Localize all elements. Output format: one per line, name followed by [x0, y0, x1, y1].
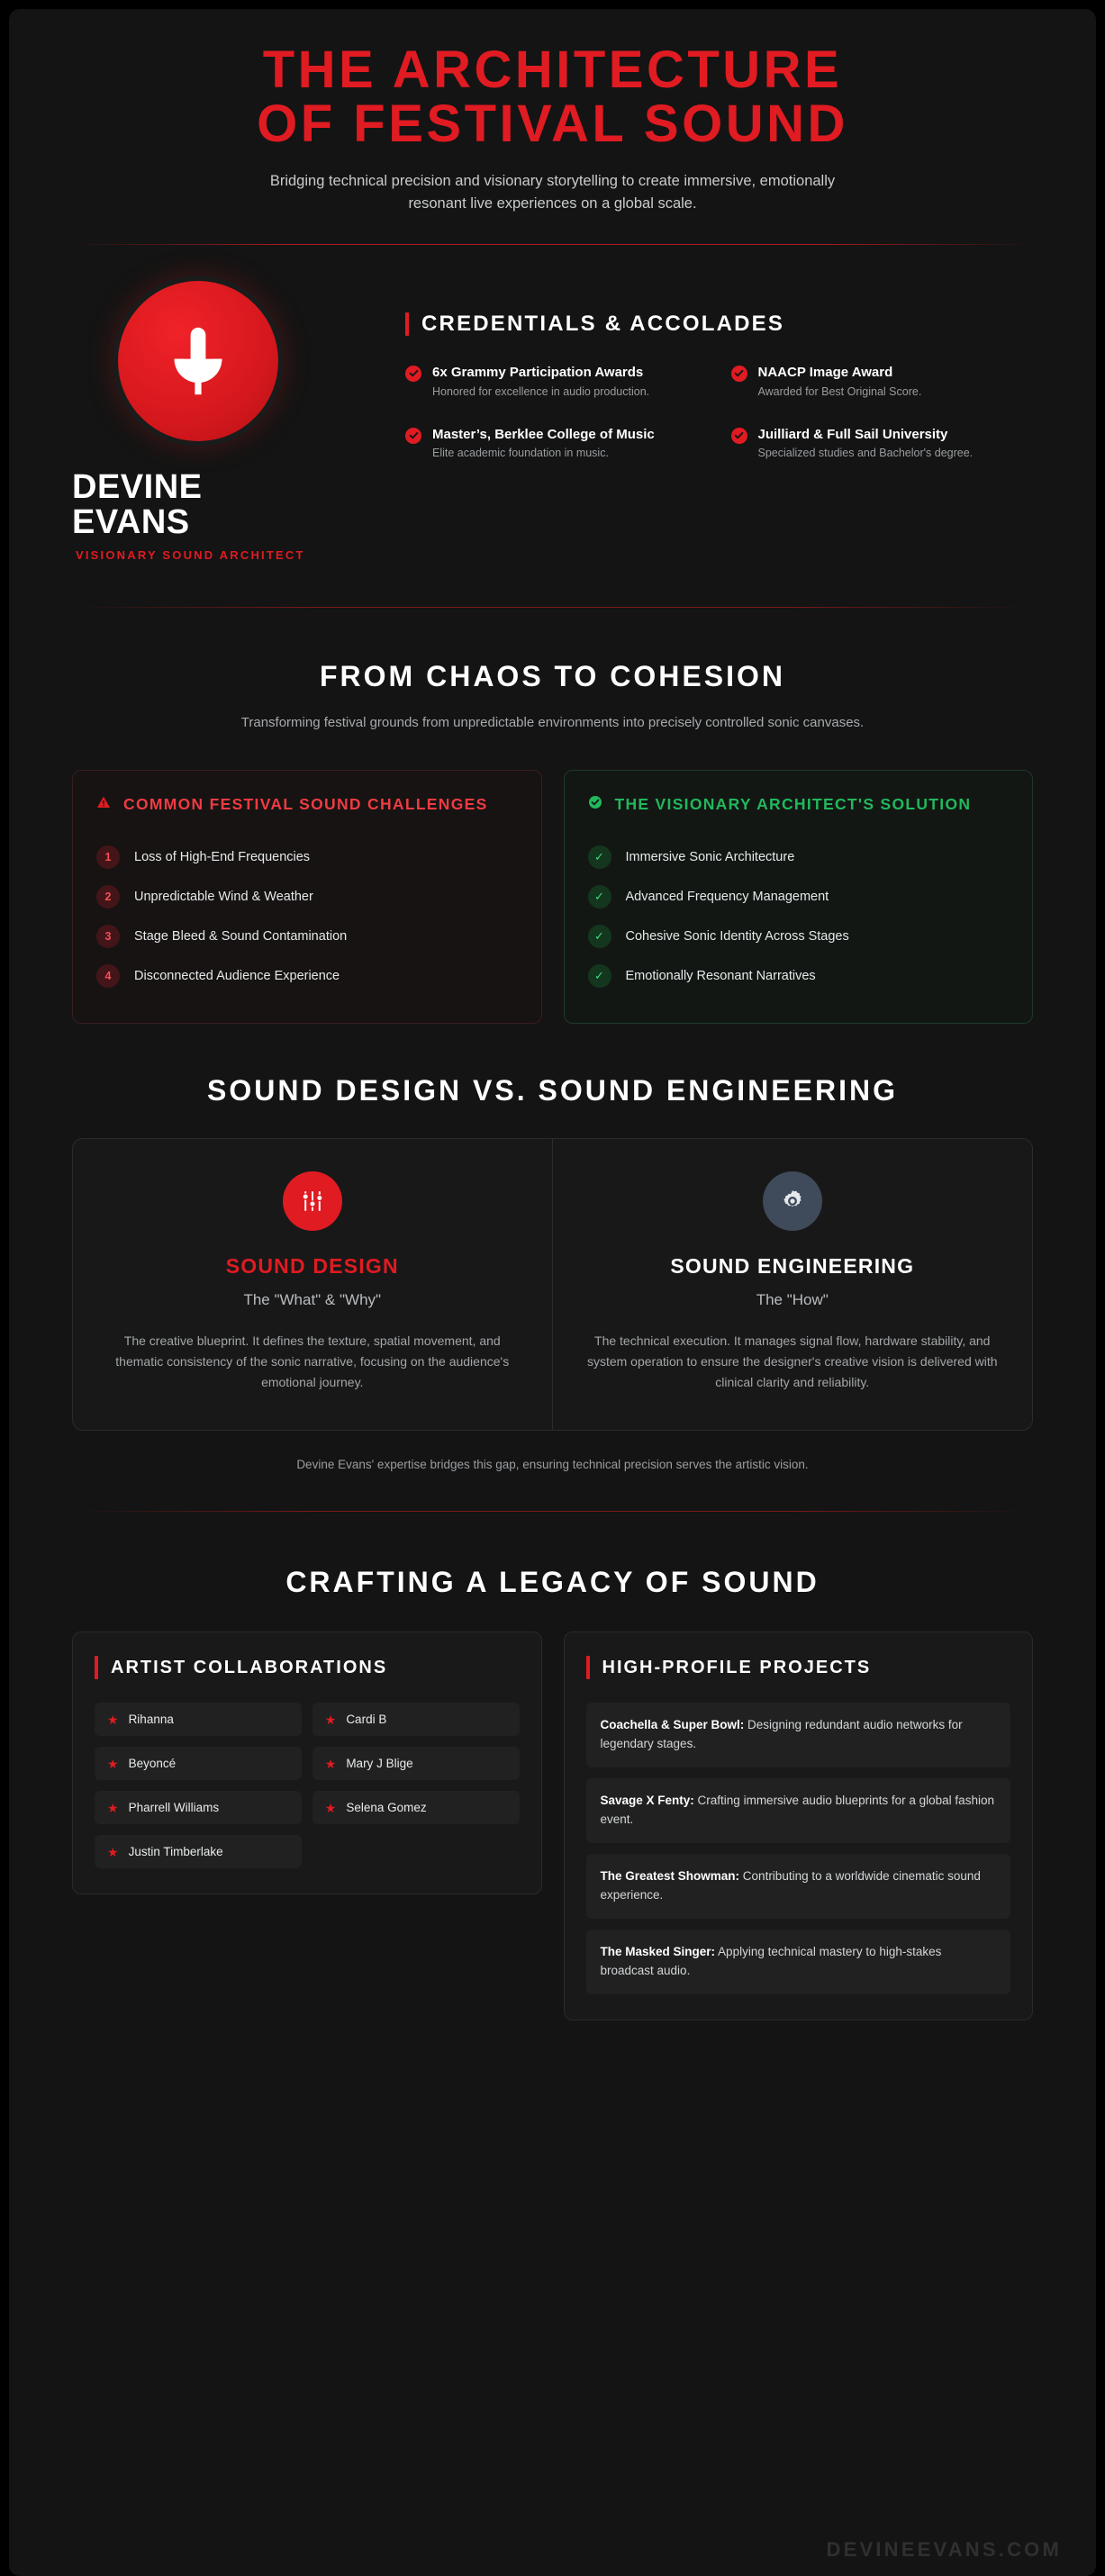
- solution-item: [588, 837, 1010, 877]
- credential-body: [432, 426, 708, 463]
- check-icon: ✓: [588, 925, 611, 948]
- profile-name-line-1: DEVINE: [72, 467, 203, 506]
- challenge-item: [96, 956, 518, 996]
- solution-card: [564, 770, 1034, 1024]
- watermark: DEVINEEVANS.COM: [826, 2538, 1062, 2561]
- microphone-icon: [163, 323, 233, 399]
- check-icon: ✓: [588, 845, 611, 869]
- sound-design-title: SOUND DESIGN: [225, 1254, 399, 1279]
- chaos-section: [9, 608, 1096, 1024]
- sound-design-column: [73, 1139, 553, 1430]
- challenge-label: Stage Bleed & Sound Contamination: [134, 929, 348, 945]
- artist-name: Pharrell Williams: [128, 1801, 220, 1815]
- profile-identity: [72, 281, 369, 563]
- challenge-item: [96, 877, 518, 917]
- chaos-cards: [72, 770, 1033, 1024]
- solution-label: Advanced Frequency Management: [625, 890, 829, 905]
- project-desc: Applying technical mastery to high-stakes broadcast audio.: [600, 1944, 942, 1977]
- check-icon: ✓: [588, 964, 611, 988]
- solution-item: [588, 956, 1010, 996]
- artist-grid: [95, 1703, 520, 1868]
- star-icon: ★: [107, 1756, 119, 1771]
- credential-desc: Honored for excellence in audio production.: [432, 384, 650, 398]
- project-text: [601, 1716, 997, 1754]
- credential-name: NAACP Image Award: [757, 364, 893, 380]
- check-circle-icon: [405, 428, 421, 444]
- title-line-1: THE ARCHITECTURE: [262, 41, 843, 99]
- challenges-card: [72, 770, 542, 1024]
- compare-section: [9, 1024, 1096, 1471]
- artist-chip[interactable]: [312, 1747, 520, 1780]
- credential-name: Juilliard & Full Sail University: [757, 426, 948, 442]
- star-icon: ★: [324, 1756, 337, 1771]
- credential-item: [405, 364, 708, 401]
- avatar-wrap: [72, 281, 324, 441]
- sound-design-desc: The creative blueprint. It defines the texture, spatial movement, and thematic consistency of the sonic narrative, focusing on the audience's emotional journey.: [115, 1333, 510, 1389]
- sound-engineering-tagline: The "How": [756, 1291, 829, 1309]
- challenge-number: 4: [96, 964, 120, 988]
- artists-header: [95, 1656, 520, 1679]
- credentials-section: [405, 281, 1033, 462]
- sliders-icon: [283, 1171, 342, 1231]
- artist-chip[interactable]: [95, 1703, 302, 1736]
- solution-title: THE VISIONARY ARCHITECT'S SOLUTION: [614, 794, 972, 813]
- credential-name: Master’s, Berklee College of Music: [432, 426, 655, 442]
- artist-collaborations-panel: [72, 1631, 542, 1894]
- credentials-heading: CREDENTIALS & ACCOLADES: [421, 311, 785, 336]
- credential-item: [731, 364, 1034, 401]
- star-icon: ★: [107, 1712, 119, 1727]
- solution-label: Emotionally Resonant Narratives: [625, 969, 816, 984]
- project-item[interactable]: [586, 1703, 1011, 1767]
- check-circle-icon: [588, 795, 604, 814]
- project-text: [601, 1867, 997, 1905]
- check-icon: ✓: [588, 885, 611, 908]
- high-profile-projects-panel: [564, 1631, 1034, 2020]
- star-icon: ★: [107, 1844, 119, 1859]
- artist-chip[interactable]: [95, 1747, 302, 1780]
- profile-section: [9, 245, 1096, 563]
- accent-bar: [95, 1656, 98, 1679]
- artist-name: Beyoncé: [128, 1757, 177, 1771]
- sound-engineering-title: SOUND ENGINEERING: [670, 1254, 915, 1279]
- artists-title: ARTIST COLLABORATIONS: [111, 1657, 388, 1677]
- project-desc: Designing redundant audio networks for legendary stages.: [600, 1718, 963, 1751]
- artist-name: Mary J Blige: [346, 1757, 413, 1771]
- project-name: Coachella & Super Bowl:: [600, 1718, 745, 1732]
- hero-section: [9, 9, 1096, 215]
- challenges-title: COMMON FESTIVAL SOUND CHALLENGES: [123, 794, 488, 813]
- avatar: [118, 281, 278, 441]
- artist-chip[interactable]: [312, 1703, 520, 1736]
- project-name: Savage X Fenty:: [600, 1794, 694, 1808]
- profile-name-line-2: EVANS: [72, 502, 190, 541]
- challenge-label: Unpredictable Wind & Weather: [134, 890, 313, 905]
- artist-chip[interactable]: [312, 1791, 520, 1824]
- challenge-label: Disconnected Audience Experience: [134, 969, 340, 984]
- check-circle-icon: [405, 366, 421, 382]
- artist-name: Selena Gomez: [346, 1801, 427, 1815]
- credential-item: [731, 426, 1034, 463]
- credential-name: 6x Grammy Participation Awards: [432, 364, 644, 380]
- artist-name: Cardi B: [346, 1713, 387, 1727]
- artist-name: Rihanna: [128, 1713, 174, 1727]
- profile-name: [72, 467, 203, 541]
- credential-body: [758, 426, 1034, 463]
- solution-label: Immersive Sonic Architecture: [625, 850, 795, 865]
- challenge-label: Loss of High-End Frequencies: [134, 850, 311, 865]
- credentials-header: [405, 312, 1033, 337]
- project-item[interactable]: [586, 1854, 1011, 1919]
- project-item[interactable]: [586, 1778, 1011, 1843]
- artist-chip[interactable]: [95, 1835, 302, 1868]
- chaos-heading: FROM CHAOS TO COHESION: [320, 660, 785, 693]
- credential-body: [432, 364, 708, 401]
- solution-label: Cohesive Sonic Identity Across Stages: [625, 929, 849, 945]
- star-icon: ★: [107, 1800, 119, 1815]
- warning-triangle-icon: [96, 795, 113, 814]
- legacy-heading: CRAFTING A LEGACY OF SOUND: [285, 1566, 820, 1599]
- sound-engineering-desc: The technical execution. It manages signal flow, hardware stability, and system operation to ensure the designer's creative vision is delivered with clinical clarity and reliability.: [586, 1333, 998, 1389]
- challenge-item: [96, 917, 518, 956]
- legacy-section: [9, 1512, 1096, 2020]
- credential-item: [405, 426, 708, 463]
- sound-design-tagline: The "What" & "Why": [243, 1291, 382, 1309]
- solution-header: [588, 794, 1010, 814]
- accent-bar: [586, 1656, 590, 1679]
- challenge-number: 3: [96, 925, 120, 948]
- projects-header: [586, 1656, 1011, 1679]
- solution-item: [588, 877, 1010, 917]
- project-name: The Greatest Showman:: [600, 1869, 740, 1884]
- credential-desc: Specialized studies and Bachelor's degree.: [757, 447, 974, 460]
- profile-role: VISIONARY SOUND ARCHITECT: [76, 548, 305, 563]
- challenge-item: [96, 837, 518, 877]
- projects-title: HIGH-PROFILE PROJECTS: [602, 1657, 872, 1677]
- gear-icon: [763, 1171, 822, 1231]
- title-line-2: OF FESTIVAL SOUND: [257, 94, 848, 153]
- challenges-header: [96, 794, 518, 814]
- project-name: The Masked Singer:: [600, 1944, 716, 1958]
- chaos-subtitle: Transforming festival grounds from unpredictable environments into precisely controlled sonic canvases.: [240, 715, 865, 731]
- project-text: [601, 1943, 997, 1981]
- star-icon: ★: [324, 1712, 337, 1727]
- project-desc: Contributing to a worldwide cinematic sound experience.: [600, 1869, 981, 1902]
- compare-note: Devine Evans' expertise bridges this gap, ensuring technical precision serves the artistic vision.: [296, 1458, 809, 1472]
- project-desc: Crafting immersive audio blueprints for a global fashion event.: [600, 1794, 994, 1827]
- sound-engineering-column: [553, 1139, 1033, 1430]
- solution-item: [588, 917, 1010, 956]
- project-text: [601, 1792, 997, 1830]
- artist-chip[interactable]: [95, 1791, 302, 1824]
- project-item[interactable]: [586, 1930, 1011, 1994]
- check-circle-icon: [731, 428, 747, 444]
- credential-desc: Awarded for Best Original Score.: [757, 384, 922, 398]
- credential-body: [758, 364, 1034, 401]
- accent-bar: [405, 312, 409, 336]
- projects-list: [586, 1703, 1011, 1993]
- star-icon: ★: [324, 1800, 337, 1815]
- compare-heading: SOUND DESIGN VS. SOUND ENGINEERING: [207, 1074, 898, 1107]
- infographic-page: [9, 9, 1096, 2576]
- compare-box: [72, 1138, 1033, 1431]
- credentials-grid: [405, 364, 1033, 462]
- legacy-panels: [72, 1631, 1033, 2020]
- check-circle-icon: [731, 366, 747, 382]
- page-title: [72, 41, 1033, 153]
- hero-subtitle: Bridging technical precision and visionary storytelling to create immersive, emotionally resonant live experiences on a global scale.: [269, 173, 836, 212]
- challenge-number: 2: [96, 885, 120, 908]
- artist-name: Justin Timberlake: [128, 1845, 223, 1859]
- challenge-number: 1: [96, 845, 120, 869]
- credential-desc: Elite academic foundation in music.: [432, 447, 609, 460]
